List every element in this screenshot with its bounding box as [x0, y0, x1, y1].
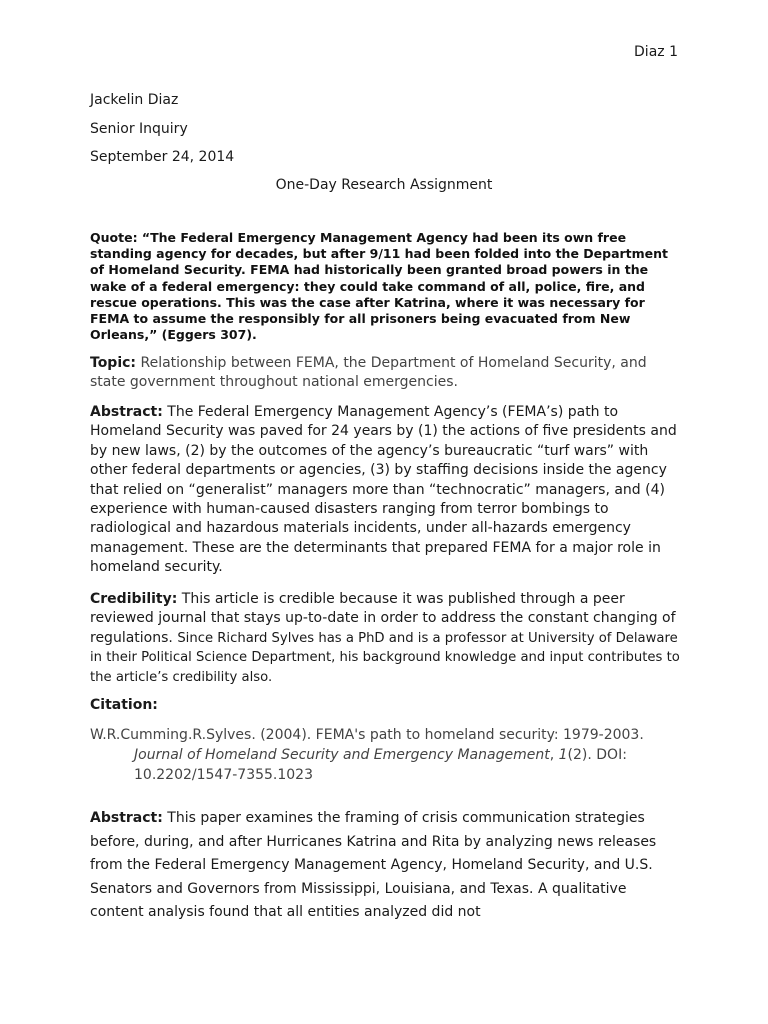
- credibility-text: This article is credible because it was published through a peer reviewed journal that stays up-to-date in order to address the constant changing of regulations.: [90, 591, 676, 646]
- credibility-label: Credibility:: [90, 591, 178, 607]
- citation-heading: Citation:: [90, 697, 158, 713]
- citation-volume: 1: [558, 746, 568, 763]
- document-title: One-Day Research Assignment: [275, 177, 493, 193]
- topic-label: Topic:: [90, 355, 137, 371]
- abstract-label-1: Abstract:: [90, 404, 163, 420]
- credibility-paragraph: [90, 590, 682, 687]
- abstract-label-2: Abstract:: [90, 810, 163, 826]
- topic-text: Relationship between FEMA, the Department of Homeland Security, and state government throughout national emergencies.: [90, 355, 647, 391]
- quote-paragraph: Quote: “The Federal Emergency Management Agency had been its own free standing agency for decades, but after 9/11 had been folded into the Department of Homeland Security. FEMA had historically been granted broad powers in the wake of a federal emergency: they could take command of all, police, fire, and rescue operations. This was the case after Katrina, where it was necessary for FEMA to assume the responsibly for all prisoners being evacuated from New Orleans,” (Eggers 307).: [90, 230, 669, 343]
- abstract-text-1: The Federal Emergency Management Agency’s (FEMA’s) path to Homeland Security was paved for 24 years by (1) the actions of five presidents and by new laws, (2) by the outcomes of the agency’s bureaucratic “turf wars” with other federal departments or agencies, (3) by staffing decisions inside the agency that relied on “generalist” managers more than “technocratic” managers, and (4) experience with human-caused disasters ranging from terror bombings to radiological and hazardous materials incidents, under all-hazards emergency management. These are the determinants that prepared FEMA for a major role in homeland security.: [90, 404, 677, 576]
- abstract-text-2: This paper examines the framing of crisis communication strategies before, during, and after Hurricanes Katrina and Rita by analyzing news releases from the Federal Emergency Management Agency, Homeland Security, and U.S. Senators and Governors from Mississippi, Louisiana, and Texas. A qualitative content analysis found that all entities analyzed did not: [90, 810, 657, 920]
- citation-entry: [90, 726, 690, 785]
- abstract-paragraph-2: [90, 807, 678, 925]
- citation-authors-title: W.R.Cumming.R.Sylves. (2004). FEMA's path to homeland security: 1979-2003.: [90, 727, 644, 743]
- citation-sep: ,: [549, 746, 559, 763]
- author-name: Jackelin Diaz: [90, 92, 179, 108]
- page-header-number: Diaz 1: [634, 44, 678, 60]
- abstract-paragraph-1: [90, 403, 682, 578]
- credibility-text-small: Since Richard Sylves has a PhD and is a professor at University of Delaware in their Political Science Department, his background knowledge and input contributes to the article’s credibility also.: [90, 630, 680, 685]
- topic-paragraph: [90, 354, 682, 393]
- citation-issue-doi: (2). DOI: 10.2202/1547-7355.1023: [134, 746, 627, 783]
- document-date: September 24, 2014: [90, 149, 235, 165]
- citation-journal: Journal of Homeland Security and Emergency Management: [134, 746, 550, 763]
- course-name: Senior Inquiry: [90, 121, 188, 137]
